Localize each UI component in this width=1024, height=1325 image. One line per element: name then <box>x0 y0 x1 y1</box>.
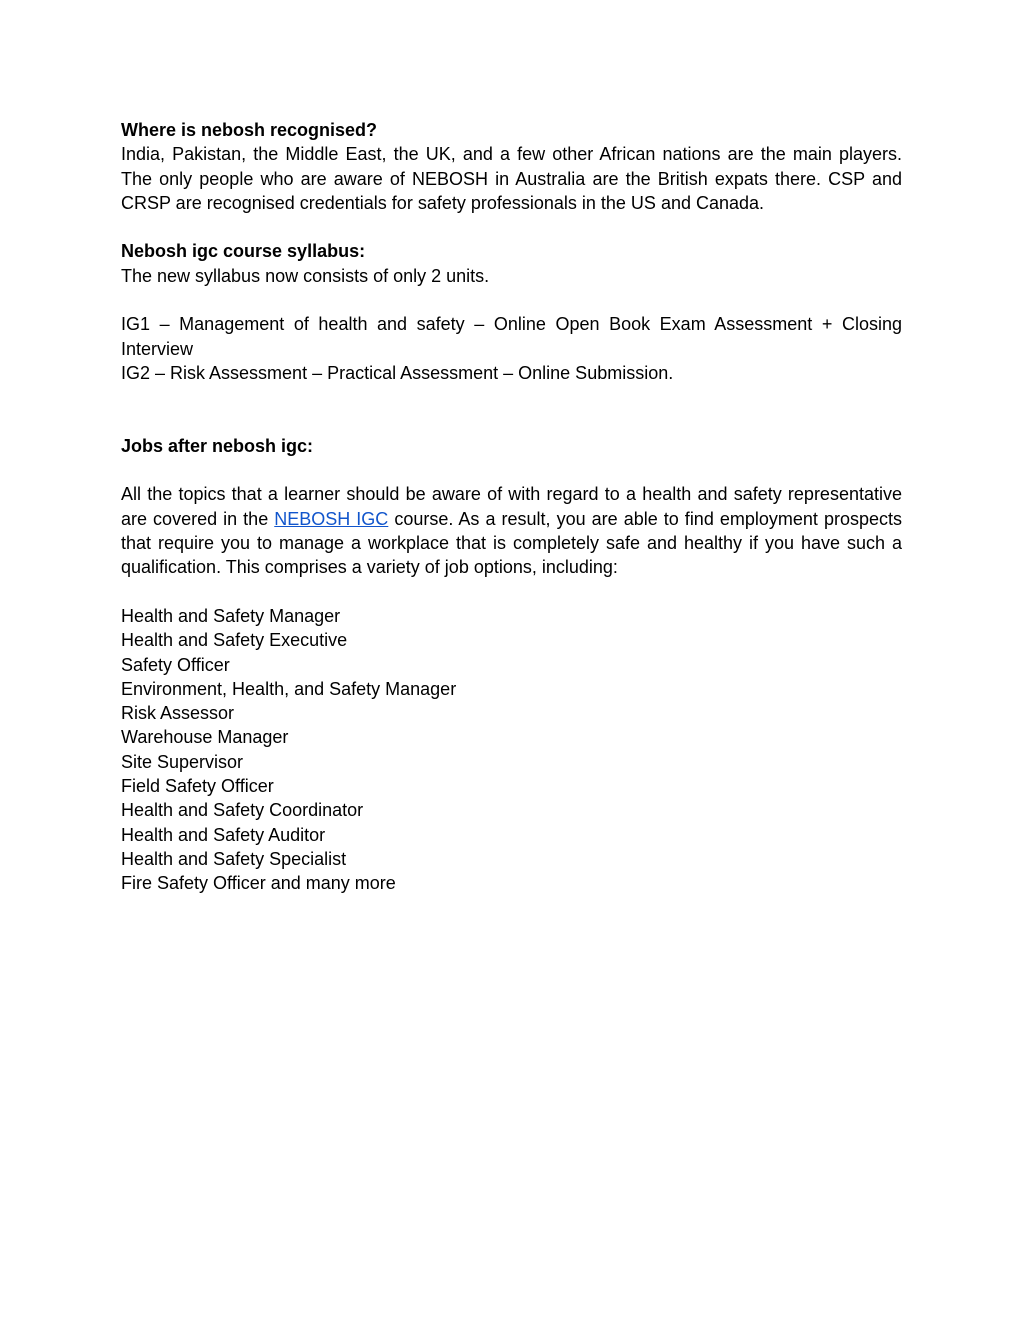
list-item: Safety Officer <box>121 654 230 675</box>
jobs-paragraph-text-after: course. As a result, you are able to find employment prospects that require you to manage a workplace that is completely safe and healthy if you have such a qualification. This comprises a variety of job options, including: <box>121 508 902 578</box>
list-item: Risk Assessor <box>121 703 235 724</box>
nebosh-igc-link[interactable]: NEBOSH IGC <box>274 508 389 529</box>
list-item: Health and Safety Coordinator <box>121 800 364 821</box>
spacer <box>121 580 902 604</box>
spacer <box>121 215 902 239</box>
job-options-list <box>121 604 902 896</box>
syllabus-intro: The new syllabus now consists of only 2 units. <box>121 265 490 286</box>
list-item: Warehouse Manager <box>121 727 289 748</box>
list-item: Fire Safety Officer and many more <box>121 873 396 894</box>
jobs-paragraph-text-before: All the topics that a learner should be aware of with regard to a health and safety representative are covered in the <box>121 484 902 529</box>
list-item: Site Supervisor <box>121 751 244 772</box>
document-page <box>121 118 902 896</box>
jobs-paragraph <box>121 482 902 579</box>
list-item: Health and Safety Auditor <box>121 824 326 845</box>
syllabus-unit-ig1: IG1 – Management of health and safety – Online Open Book Exam Assessment + Closing Interview <box>121 314 902 359</box>
spacer <box>121 288 902 312</box>
list-item: Health and Safety Manager <box>121 605 341 626</box>
list-item: Health and Safety Executive <box>121 630 348 651</box>
section-heading-jobs: Jobs after nebosh igc: <box>121 435 314 456</box>
section-heading-syllabus: Nebosh igc course syllabus: <box>121 241 366 262</box>
list-item: Health and Safety Specialist <box>121 848 347 869</box>
spacer <box>121 385 902 434</box>
list-item: Environment, Health, and Safety Manager <box>121 678 457 699</box>
spacer <box>121 458 902 482</box>
recognition-paragraph: India, Pakistan, the Middle East, the UK, and a few other African nations are the main players. The only people who are aware of NEBOSH in Australia are the British expats there. CSP and CRSP are recognised credentials for safety professionals in the US and Canada. <box>121 144 902 213</box>
section-heading-recognition: Where is nebosh recognised? <box>121 120 378 140</box>
syllabus-unit-ig2: IG2 – Risk Assessment – Practical Assessment – Online Submission. <box>121 362 674 383</box>
list-item: Field Safety Officer <box>121 776 274 797</box>
